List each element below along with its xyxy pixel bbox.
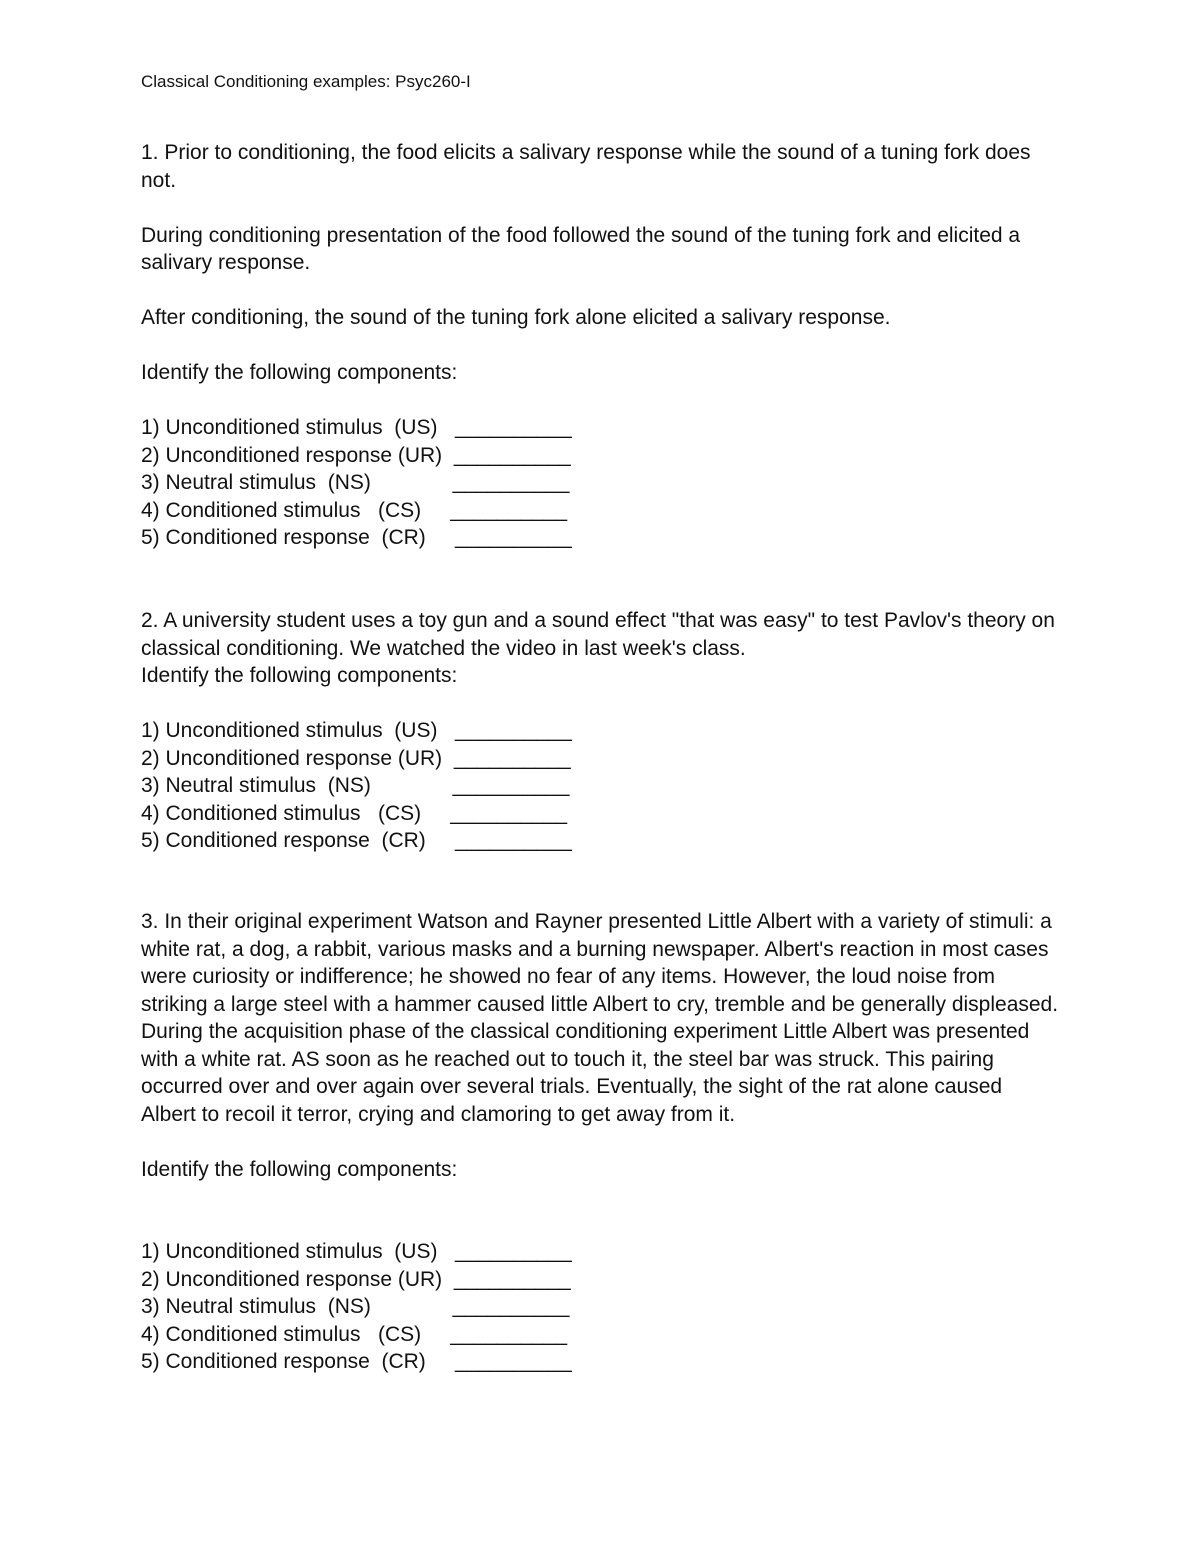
component-label: 4) Conditioned stimulus (CS)	[141, 498, 451, 522]
question-2	[141, 607, 1061, 855]
answer-blank: __________	[453, 443, 571, 467]
answer-blank: __________	[454, 526, 572, 549]
answer-blank: __________	[450, 1322, 568, 1346]
document-page	[141, 70, 1061, 1373]
component-item	[141, 414, 1061, 442]
answer-blank: __________	[454, 1350, 572, 1373]
answer-blank: __________	[452, 1295, 570, 1318]
answer-blank: __________	[454, 719, 572, 742]
component-label: 3) Neutral stimulus (NS)	[141, 1295, 453, 1318]
component-label: 4) Conditioned stimulus (CS)	[141, 801, 451, 825]
component-label: 1) Unconditioned stimulus (US)	[141, 416, 455, 439]
component-item	[141, 1238, 1061, 1266]
component-label: 3) Neutral stimulus (NS)	[141, 471, 453, 494]
component-item	[141, 1321, 1061, 1349]
component-item	[141, 442, 1061, 470]
question-3	[141, 908, 1061, 1376]
component-label: 2) Unconditioned response (UR)	[141, 443, 454, 467]
component-label: 5) Conditioned response (CR)	[141, 526, 455, 549]
q2-prompt: Identify the following components:	[141, 664, 458, 687]
component-item	[141, 469, 1061, 497]
q1-component-list	[141, 414, 1061, 552]
answer-blank: __________	[452, 471, 570, 494]
q3-component-list	[141, 1238, 1061, 1376]
component-label: 5) Conditioned response (CR)	[141, 1350, 455, 1373]
q2-component-list	[141, 717, 1061, 855]
component-item	[141, 772, 1061, 800]
q1-during: During conditioning presentation of the food followed the sound of the tuning fork and elicited a salivary response.	[141, 223, 1021, 274]
component-label: 1) Unconditioned stimulus (US)	[141, 1240, 455, 1263]
answer-blank: __________	[450, 801, 568, 825]
component-label: 5) Conditioned response (CR)	[141, 829, 455, 852]
component-label: 4) Conditioned stimulus (CS)	[141, 1322, 451, 1346]
component-item	[141, 1266, 1061, 1294]
answer-blank: __________	[453, 746, 571, 770]
q2-intro: 2. A university student uses a toy gun and a sound effect "that was easy" to test Pavlov's theory on classical conditioning. We watched the video in last week's class.	[141, 609, 1055, 660]
component-item	[141, 717, 1061, 745]
q1-intro: 1. Prior to conditioning, the food elicits a salivary response while the sound of a tuning fork does not.	[141, 141, 1031, 192]
answer-blank: __________	[452, 774, 570, 797]
component-item	[141, 1293, 1061, 1321]
component-item	[141, 497, 1061, 525]
answer-blank: __________	[454, 1240, 572, 1263]
q1-after: After conditioning, the sound of the tuning fork alone elicited a salivary response.	[141, 306, 891, 329]
component-item	[141, 745, 1061, 773]
component-item	[141, 800, 1061, 828]
answer-blank: __________	[450, 498, 568, 522]
component-item	[141, 1348, 1061, 1376]
component-label: 1) Unconditioned stimulus (US)	[141, 719, 455, 742]
q1-prompt: Identify the following components:	[141, 361, 458, 384]
question-1	[141, 139, 1061, 552]
answer-blank: __________	[454, 416, 572, 439]
component-item	[141, 524, 1061, 552]
document-header: Classical Conditioning examples: Psyc260-I	[141, 72, 471, 91]
component-item	[141, 827, 1061, 855]
q3-intro: 3. In their original experiment Watson and Rayner presented Little Albert with a variety of stimuli: a white rat, a dog, a rabbit, various masks and a burning newspaper. Albert's reaction in most cases were curiosity or indifference; he showed no fear of any items. However, the loud noise from striking a large steel with a hammer caused little Albert to cry, tremble and be generally displeased. During the acquisition phase of the classical conditioning experiment Little Albert was presented with a white rat. AS soon as he reached out to touch it, the steel bar was struck. This pairing occurred over and over again over several trials. Eventually, the sight of the rat alone caused Albert to recoil it terror, crying and clamoring to get away from it.	[141, 910, 1059, 1126]
answer-blank: __________	[453, 1267, 571, 1291]
component-label: 2) Unconditioned response (UR)	[141, 746, 454, 770]
component-label: 3) Neutral stimulus (NS)	[141, 774, 453, 797]
answer-blank: __________	[454, 829, 572, 852]
q3-prompt: Identify the following components:	[141, 1157, 458, 1181]
component-label: 2) Unconditioned response (UR)	[141, 1267, 454, 1291]
